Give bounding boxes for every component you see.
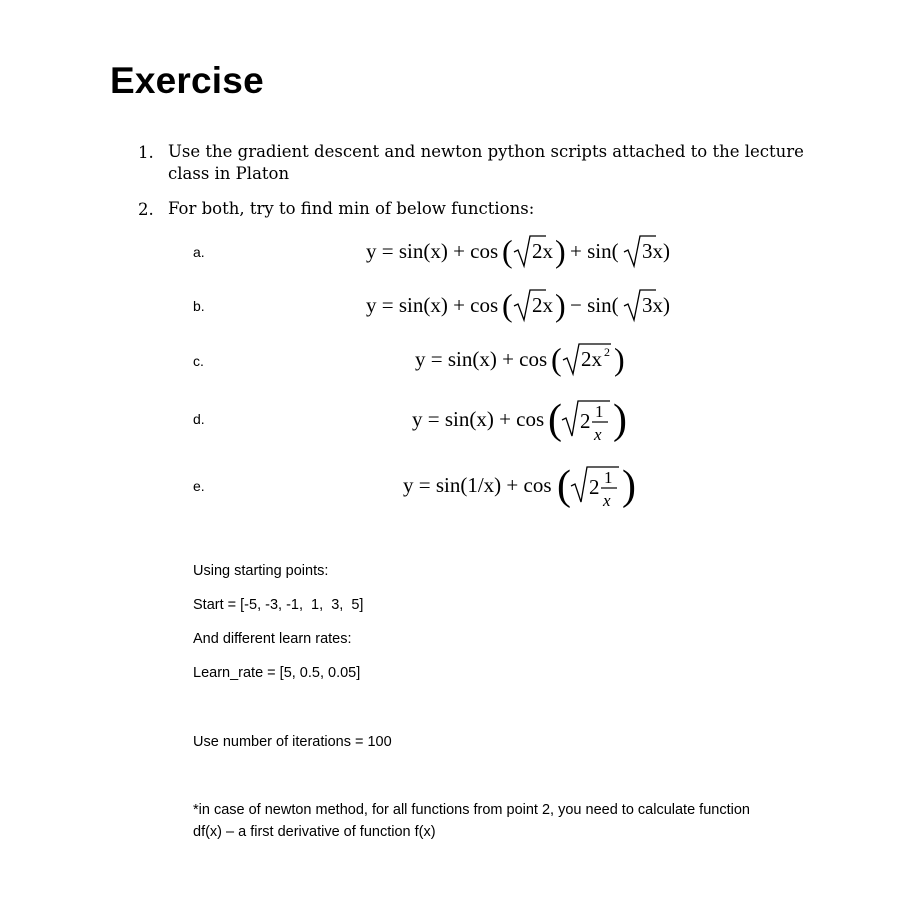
item-1-text: Use the gradient descent and newton python scripts attached to the lecture class in Platon [168,142,804,183]
svg-text:(: ( [502,287,513,323]
svg-text:(: ( [502,233,513,269]
svg-text:): ) [622,463,636,509]
formula-d [412,393,632,448]
svg-text:2: 2 [589,475,600,499]
formula-c [415,340,630,380]
formula-a [366,232,676,272]
svg-text:1: 1 [604,468,613,487]
svg-text:2x: 2x [581,347,602,371]
svg-text:y = sin(1/x) + cos: y = sin(1/x) + cos [403,473,552,497]
formula-b [366,286,676,326]
svg-text:y = sin(x) + cos: y = sin(x) + cos [366,239,499,263]
svg-text:+ sin(: + sin( [570,239,619,263]
item-2-number: 2. [138,200,154,219]
svg-text:): ) [613,397,627,443]
function-label-a: a. [193,244,205,260]
item-2-text: For both, try to find min of below functions: [168,199,535,218]
svg-text:y = sin(x) + cos: y = sin(x) + cos [415,347,548,371]
function-label-b: b. [193,298,205,314]
svg-text:2: 2 [604,345,610,359]
svg-text:x: x [594,425,602,444]
svg-text:): ) [555,233,566,269]
svg-text:3x): 3x) [642,293,670,317]
page-title: Exercise [110,60,264,101]
svg-text:− sin(: − sin( [570,293,619,317]
newton-note-line-1: *in case of newton method, for all functions from point 2, you need to calculate function [193,802,750,818]
svg-text:y = sin(x) + cos: y = sin(x) + cos [412,407,545,431]
svg-text:y = sin(x) + cos: y = sin(x) + cos [366,293,499,317]
function-label-c: c. [193,353,204,369]
learn-rates-label: And different learn rates: [193,631,352,647]
newton-note-line-2: df(x) – a first derivative of function f(x) [193,824,436,840]
starting-points-label: Using starting points: [193,563,329,579]
svg-text:): ) [555,287,566,323]
svg-text:2x: 2x [532,293,553,317]
iterations-line: Use number of iterations = 100 [193,734,392,750]
function-label-e: e. [193,478,205,494]
learn-rate-values: Learn_rate = [5, 0.5, 0.05] [193,665,361,681]
item-1-number: 1. [138,143,154,162]
svg-text:(: ( [557,463,571,509]
svg-text:(: ( [548,397,562,443]
svg-text:): ) [614,341,625,377]
start-values: Start = [-5, -3, -1, 1, 3, 5] [193,597,364,613]
formula-e [403,459,643,514]
svg-text:(: ( [551,341,562,377]
svg-text:2: 2 [580,409,591,433]
svg-text:x: x [603,491,611,510]
svg-text:1: 1 [595,402,604,421]
svg-text:2x: 2x [532,239,553,263]
function-label-d: d. [193,411,205,427]
svg-text:3x): 3x) [642,239,670,263]
